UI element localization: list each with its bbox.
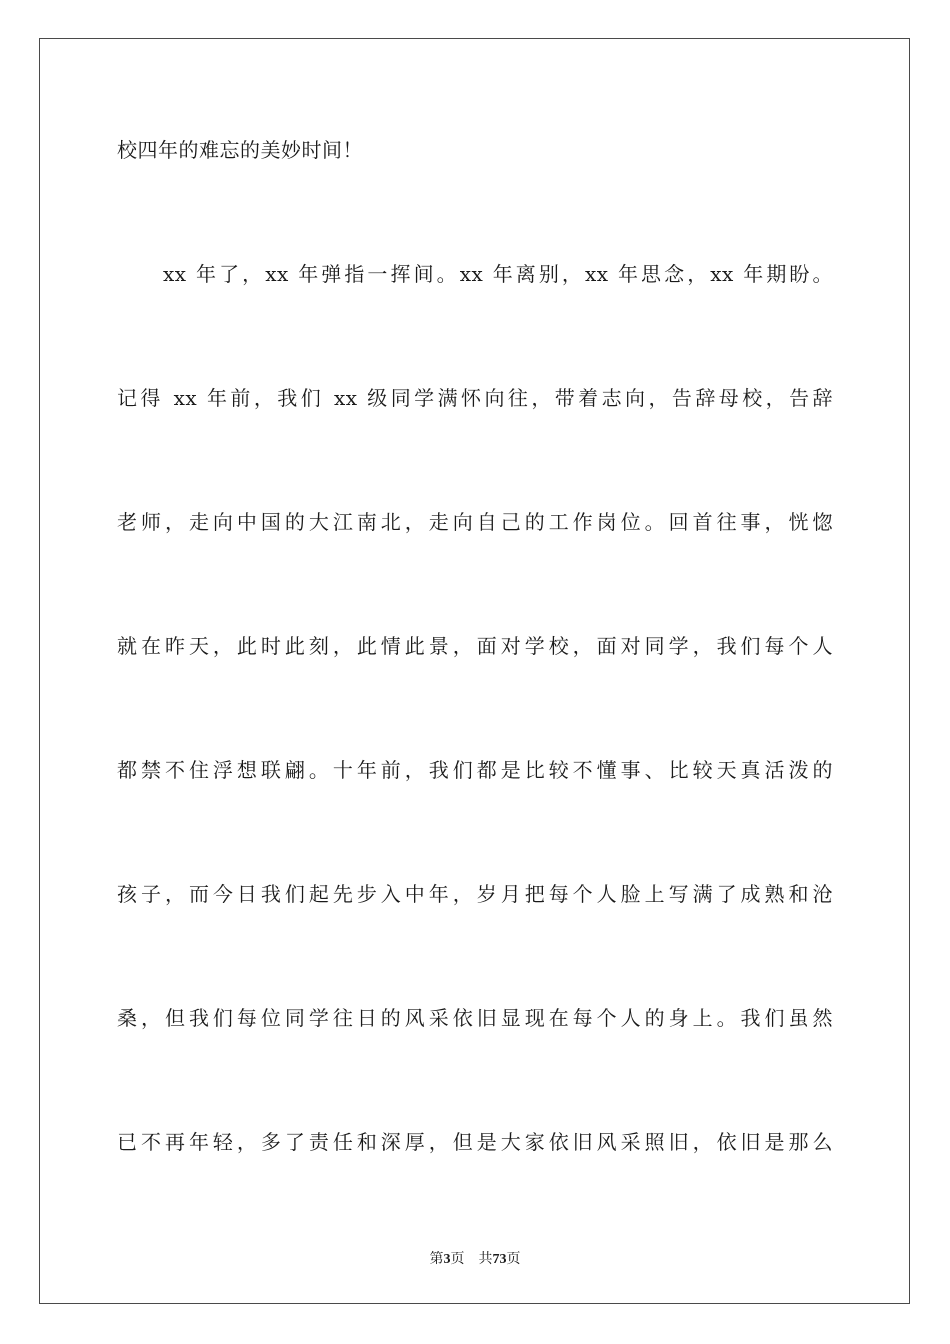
document-body bbox=[117, 128, 833, 1244]
text-line-8: 桑，但我们每位同学往日的风采依旧显现在每个人的身上。我们虽然 bbox=[117, 1006, 833, 1030]
total-pages: 73 bbox=[492, 1252, 507, 1267]
text-line-2: xx 年了，xx 年弹指一挥间。xx 年离别，xx 年思念，xx 年期盼。 bbox=[163, 262, 833, 286]
text-line-9: 已不再年轻，多了责任和深厚，但是大家依旧风采照旧，依旧是那么 bbox=[117, 1130, 833, 1154]
page-number: 3 bbox=[443, 1252, 451, 1267]
total-prefix: 共 bbox=[478, 1252, 493, 1267]
text-line-7: 孩子，而今日我们起先步入中年，岁月把每个人脸上写满了成熟和沧 bbox=[117, 882, 833, 906]
total-suffix: 页 bbox=[506, 1252, 521, 1267]
page-footer bbox=[0, 1248, 950, 1268]
text-line-3: 记得 xx 年前，我们 xx 级同学满怀向往，带着志向，告辞母校，告辞 bbox=[117, 386, 833, 410]
text-line-1: 校四年的难忘的美妙时间！ bbox=[117, 138, 363, 162]
page-prefix: 第 bbox=[429, 1252, 444, 1267]
page-suffix: 页 bbox=[450, 1252, 465, 1267]
text-line-6: 都禁不住浮想联翩。十年前，我们都是比较不懂事、比较天真活泼的 bbox=[117, 758, 833, 782]
text-line-4: 老师，走向中国的大江南北，走向自己的工作岗位。回首往事，恍惚 bbox=[117, 510, 833, 534]
text-line-5: 就在昨天，此时此刻，此情此景，面对学校，面对同学，我们每个人 bbox=[117, 634, 833, 658]
